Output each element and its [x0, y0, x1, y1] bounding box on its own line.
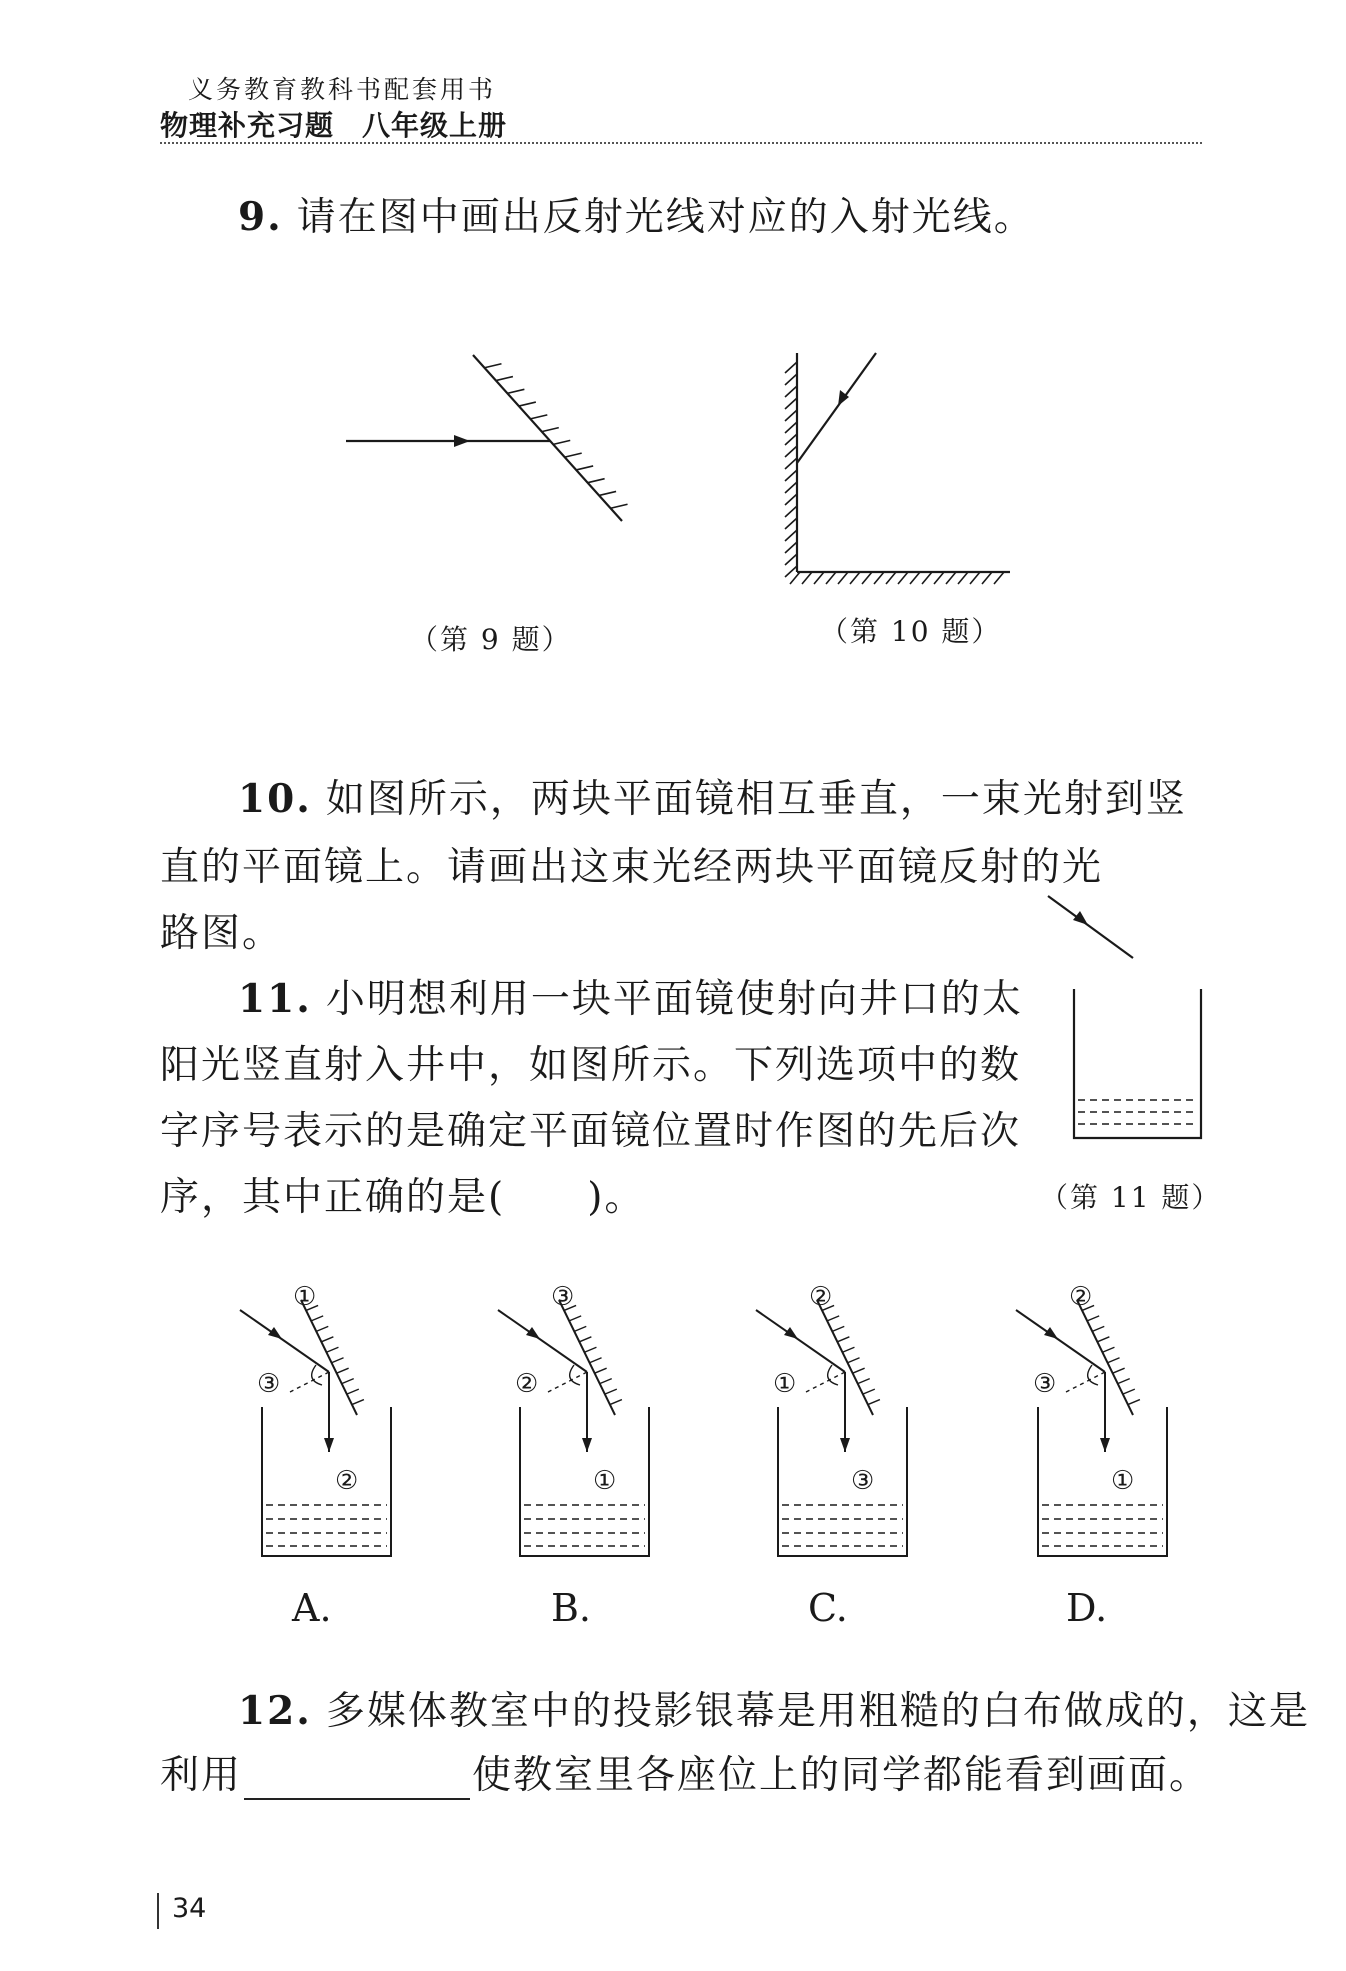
series-title: 义务教育教科书配套用书	[188, 75, 497, 104]
option-a-diagram	[240, 1282, 391, 1556]
step-label-top: ②	[809, 1282, 833, 1312]
question-text: 请在图中画出反射光线对应的入射光线。	[296, 195, 1035, 240]
figure-10-caption: （第 10 题）	[820, 615, 1002, 648]
page-number: 34	[172, 1893, 207, 1924]
ray-arrow	[784, 1327, 798, 1339]
step-label-top: ①	[293, 1282, 317, 1312]
sun-ray	[1048, 896, 1133, 958]
ray-arrow	[582, 1438, 592, 1452]
normal-line	[548, 1372, 587, 1392]
option-a-label: A.	[292, 1586, 332, 1630]
step-label-bottom: ①	[593, 1466, 617, 1496]
figure-11-diagram	[1048, 896, 1201, 1138]
question-11-line-4: 序，其中正确的是( )。	[160, 1175, 646, 1220]
question-12-line-2	[160, 1744, 1210, 1800]
answer-blank[interactable]	[244, 1758, 470, 1800]
step-label-bottom: ③	[851, 1466, 875, 1496]
question-10-line-3: 路图。	[160, 911, 284, 956]
angle-arc	[312, 1365, 322, 1385]
option-c-label: C.	[808, 1586, 848, 1630]
angle-arc	[828, 1365, 838, 1385]
option-b-diagram	[498, 1282, 649, 1556]
page-number-bar	[157, 1893, 159, 1929]
ray-arrow	[840, 1438, 850, 1452]
normal-line	[290, 1372, 329, 1392]
step-label-bottom: ①	[1111, 1466, 1135, 1496]
step-label-left: ③	[1033, 1369, 1057, 1399]
figure-9-diagram	[346, 355, 628, 521]
grade-label: 八年级上册	[362, 109, 508, 142]
step-label-left: ③	[257, 1369, 281, 1399]
normal-line	[1066, 1372, 1105, 1392]
ray-arrow	[1044, 1327, 1058, 1339]
question-number: 10.	[238, 776, 312, 822]
question-11-line-2: 阳光竖直射入井中，如图所示。下列选项中的数	[160, 1043, 1022, 1088]
figure-9-caption: （第 9 题）	[410, 623, 572, 656]
horizontal-mirror-hatching	[790, 572, 1004, 584]
ray-arrow	[268, 1327, 282, 1339]
mirror-hatching	[484, 364, 627, 508]
question-number: 11.	[238, 976, 312, 1022]
step-label-left: ②	[515, 1369, 539, 1399]
question-text: 小明想利用一块平面镜使射向井口的太	[325, 977, 1023, 1022]
question-number: 12.	[238, 1688, 312, 1734]
ray-arrow	[454, 435, 470, 447]
question-12	[238, 1680, 1310, 1736]
book-title: 物理补充习题	[160, 109, 335, 142]
angle-arc	[1088, 1365, 1098, 1385]
well-outline	[1074, 989, 1201, 1138]
question-11	[238, 968, 1023, 1024]
answer-prefix: 利用	[160, 1753, 243, 1798]
question-number: 9.	[238, 194, 283, 240]
question-10-line-2: 直的平面镜上。请画出这束光经两块平面镜反射的光	[160, 845, 1104, 890]
step-label-left: ①	[773, 1369, 797, 1399]
ray-arrow	[324, 1438, 334, 1452]
option-b-label: B.	[551, 1586, 592, 1630]
ray-arrow	[1073, 911, 1088, 925]
answer-suffix: 使教室里各座位上的同学都能看到画面。	[472, 1753, 1211, 1798]
figure-10-diagram	[785, 353, 1010, 584]
ray-arrow	[526, 1327, 540, 1339]
well-water	[1078, 1100, 1197, 1124]
question-11-line-3: 字序号表示的是确定平面镜位置时作图的先后次	[160, 1109, 1022, 1154]
question-text: 如图所示，两块平面镜相互垂直，一束光射到竖	[325, 777, 1187, 822]
option-c-diagram	[756, 1282, 907, 1556]
vertical-mirror-hatching	[785, 362, 797, 577]
normal-line	[806, 1372, 845, 1392]
question-text: 多媒体教室中的投影银幕是用粗糙的白布做成的，这是	[325, 1689, 1310, 1734]
option-d-label: D.	[1066, 1586, 1108, 1630]
option-d-diagram	[1016, 1282, 1167, 1556]
incident-ray	[797, 353, 876, 463]
step-label-top: ③	[551, 1282, 575, 1312]
angle-arc	[570, 1365, 580, 1385]
ray-arrow	[1100, 1438, 1110, 1452]
figure-11-caption: （第 11 题）	[1040, 1181, 1222, 1214]
step-label-bottom: ②	[335, 1466, 359, 1496]
question-10	[238, 768, 1187, 824]
step-label-top: ②	[1069, 1282, 1093, 1312]
